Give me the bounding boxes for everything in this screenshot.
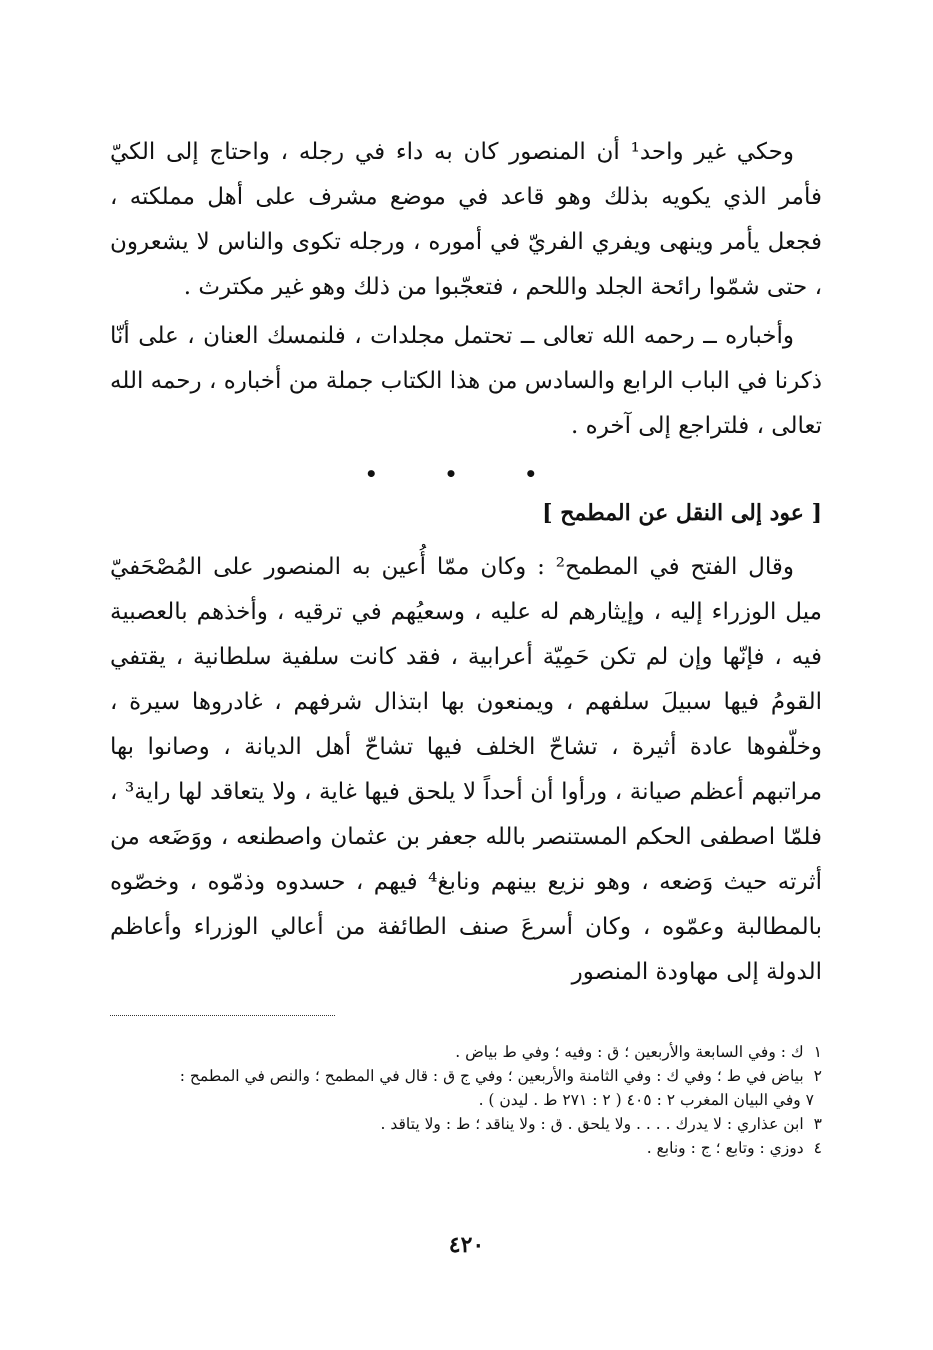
section-heading: [ عود إلى النقل عن المطمح ] (542, 500, 822, 526)
section-separator-dots: • • • (364, 462, 568, 486)
footnote-1 (110, 1040, 822, 1064)
footnote-number: ١ (813, 1043, 822, 1061)
footnote-text: بياض في ط ؛ وفي ك : وفي الثامنة والأربعين ؛ وفي ج ق : قال في المطمح ؛ والنص في المطمح : (179, 1067, 804, 1085)
paragraph-1: وحكي غير واحد¹ أن المنصور كان به داء في رجله ، واحتاج إلى الكيّ فأمر الذي يكويه بذلك وهو قاعد في موضع مشرف على أهل مملكته ، فجعل يأمر وينهى ويفري الفريّ في أموره ، ورجله تكوى والناس لا يشعرون ، حتى شمّوا رائحة الجلد واللحم ، فتعجّبوا من ذلك وهو غير مكترث . (110, 139, 822, 300)
footnote-number: ٢ (813, 1067, 822, 1085)
page-number: ٤٢٠ (448, 1232, 485, 1258)
footnote-number: ٤ (813, 1139, 822, 1157)
page-body (110, 120, 822, 995)
footnote-text: ابن عذاري : لا يدرك . . . . ولا يلحق . ق : ولا يناقد ؛ ط : ولا يتاقد . (380, 1115, 804, 1133)
footnote-text: ك : وفي السابعة والأربعين ؛ ق : وفيه ؛ وفي ط بياض . (455, 1043, 804, 1061)
footnote-text: ٧ وفي البيان المغرب ٢ : ٤٠٥ ( ٢ : ٢٧١ ط . ليدن ) . (478, 1091, 814, 1109)
footnote-4 (110, 1136, 822, 1160)
footnote-number: ٣ (813, 1115, 822, 1133)
footnotes (110, 1040, 822, 1160)
footnote-separator (110, 1015, 335, 1016)
footnote-3 (110, 1112, 822, 1136)
footnote-text: دوزي : وتابع ؛ ج : ونابع . (646, 1139, 804, 1157)
footnote-2-continuation (110, 1088, 822, 1112)
paragraph-3: وقال الفتح في المطمح² : وكان ممّا أُعين به المنصور على المُصْحَفيّ ميل الوزراء إليه ، وإيثارهم له عليه ، وسعيُهم في ترقيه ، وأخذهم بالعصبية فيه ، فإنّها وإن لم تكن حَمِيّة أعرابية ، فقد كانت سلفية سلطانية ، يقتفي القومُ فيها سبيلَ سلفهم ، ويمنعون بها ابتذال شرفهم ، غادروها سيرة ، وخلّفوها عادة أثيرة ، تشاحّ الخلف فيها تشاحّ أهل الديانة ، وصانوا بها مراتبهم أعظم صيانة ، ورأوا أن أحداً لا يلحق فيها غاية ، ولا يتعاقد لها راية³ ، فلمّا اصطفى الحكم المستنصر بالله جعفر بن عثمان واصطنعه ، ووَضَعه من أثرته حيث وَضعه ، وهو نزيع بينهم ونابغ⁴ فيهم ، حسدوه وذمّوه ، وخصّوه بالمطالبة وعمّوه ، وكان أسرعَ صنف الطائفة من أعالي الوزراء وأعاظم الدولة إلى مهاودة المنصور (110, 554, 823, 985)
footnote-2 (110, 1064, 822, 1088)
paragraph-2: وأخباره ــ رحمه الله تعالى ــ تحتمل مجلدات ، فلنمسك العنان ، على أنّا ذكرنا في الباب الرابع والسادس من هذا الكتاب جملة من أخباره ، رحمه الله تعالى ، فلتراجع إلى آخره . (110, 323, 822, 439)
